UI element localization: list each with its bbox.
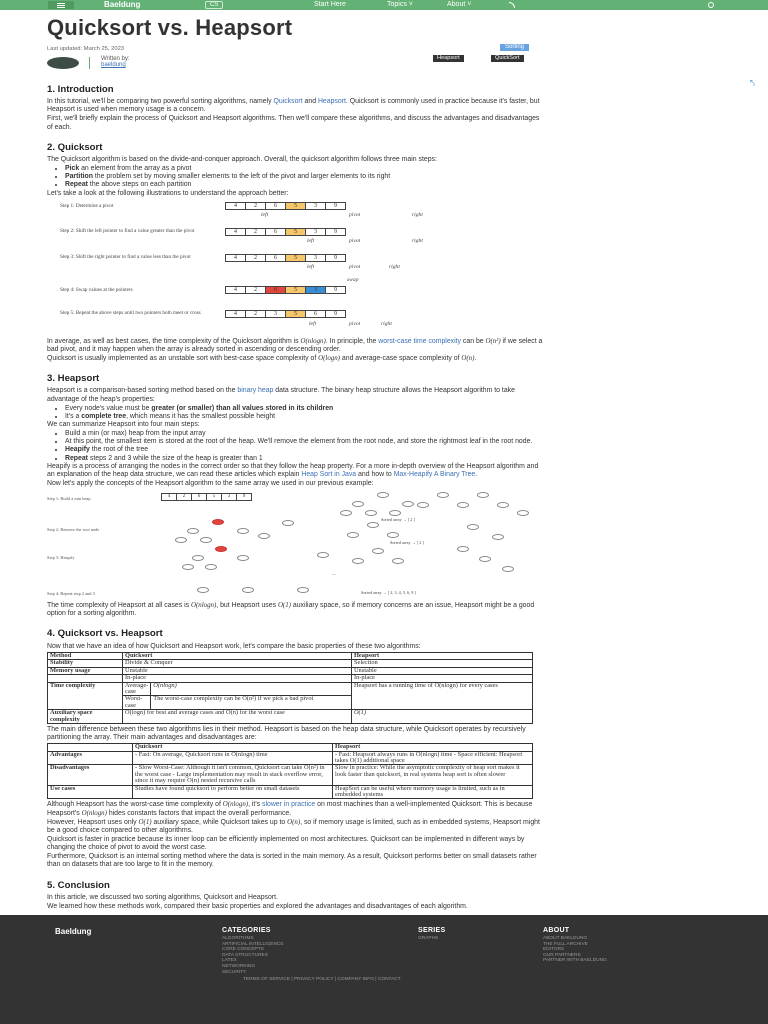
heap-node [282, 520, 294, 526]
array-cell: 6 [305, 310, 326, 318]
array-cell: 6 [191, 493, 207, 501]
quicksort-link[interactable]: Quicksort [273, 98, 303, 106]
heap-node [392, 558, 404, 564]
intro-paragraph: In this tutorial, we'll be comparing two powerful sorting algorithms, namely Quicksort and Heapsort. Quicksort is commonly used in practice because it's faster, but Heapsort is used when memory usage is a concern. [47, 98, 540, 114]
pivot-label: pivot [349, 211, 361, 218]
max-heapify-link[interactable]: Max-Heapify A Binary Tree [393, 470, 476, 478]
site-logo[interactable]: Baeldung [104, 0, 141, 9]
array-row [225, 254, 345, 262]
heap-node [365, 510, 377, 516]
list-item: • Every node's value must be greater (or smaller) than all values stored in its children [65, 405, 547, 413]
array-cell: 5 [285, 286, 306, 294]
array-cell: 4 [225, 254, 246, 262]
left-pointer-label: left [309, 320, 317, 327]
quicksort-paragraph: In average, as well as best cases, the time complexity of the Quicksort algorithm is O(nlogn). In principle, the worst-case time complexity can be O(n²) if we select a bad pivot, and it may happen when the array is already sorted in ascending or descending order. [47, 337, 543, 353]
heap-node [192, 555, 204, 561]
array-cell: 4 [225, 310, 246, 318]
heap-node [387, 532, 399, 538]
menu-line [57, 5, 65, 6]
author-link[interactable]: baeldung [101, 61, 126, 68]
heap-node-removed [215, 546, 227, 552]
list-item: • At this point, the smallest item is stored at the root of the heap. We'll remove the element from the root node, and store the rightmost leaf in the root node. [65, 438, 547, 446]
written-by-label: Written by: [101, 55, 130, 62]
table-cell: In-place [123, 675, 352, 682]
step-label: Step 3: Shift the right pointer to find a value less than the pivot [60, 253, 191, 260]
right-pointer-label: right [412, 237, 423, 244]
heap-node [517, 510, 529, 516]
heapsort-paragraph: We can summarize Heapsort into four main steps: [47, 421, 200, 429]
heap-node [187, 528, 199, 534]
array-cell: 9 [325, 202, 346, 210]
array-cell: 2 [176, 493, 192, 501]
nav-start-here[interactable]: Start Here [314, 1, 346, 8]
site-footer [0, 915, 768, 1024]
heap-node [502, 566, 514, 572]
section-heading-quicksort: 2. Quicksort [47, 141, 103, 153]
table-header: Heapsort [351, 652, 532, 659]
heap-step-label: Step 4: Repeat step 2 and 3 [47, 591, 95, 597]
top-nav-bar [0, 0, 768, 10]
rss-icon[interactable] [509, 2, 515, 8]
tag-sorting[interactable]: Sorting [500, 44, 529, 51]
pivot-label: pivot [349, 320, 361, 327]
array-cell: 9 [325, 286, 346, 294]
array-cell: 4 [225, 202, 246, 210]
heap-node [297, 587, 309, 593]
array-cell: 5 [206, 493, 222, 501]
section-heading-introduction: 1. Introduction [47, 83, 114, 95]
heap-node [377, 492, 389, 498]
nav-about[interactable]: About ˅ [447, 1, 472, 8]
array-cell: 9 [236, 493, 252, 501]
table-cell: - Fast: On average, Quicksort runs in O(nlogn) time [133, 751, 333, 765]
pivot-label: pivot [349, 263, 361, 270]
left-pointer-label: left [261, 211, 269, 218]
article [47, 16, 547, 925]
array-cell: 3 [305, 286, 326, 294]
heap-node [492, 534, 504, 540]
footer-link[interactable]: EDITORS [543, 947, 565, 953]
list-item: • Heapify the root of the tree [65, 446, 547, 454]
list-item: • Repeat steps 2 and 3 while the size of the heap is greater than 1 [65, 455, 547, 463]
footer-series-list [418, 936, 438, 942]
step-label: Step 5: Repeat the above steps until two pointers both meet or cross [60, 309, 201, 316]
step-label: Step 4: Swap values at the pointers [60, 286, 133, 293]
conclusion-paragraph: In this article, we discussed two sorting algorithms, Quicksort and Heapsort. [47, 893, 278, 901]
table-cell: Time complexity [48, 682, 123, 710]
comparison-paragraph: Quicksort is faster in practice because its inner loop can be efficiently implemented on most architectures. Quicksort can be implemented in different ways by changing the choice of pivot to avoid the worst case. [47, 836, 525, 852]
table-cell: In-place [351, 675, 532, 682]
heap-node [352, 558, 364, 564]
list-item: • Repeat the above steps on each partition [65, 181, 547, 189]
array-cell: 5 [285, 228, 306, 236]
footer-link[interactable]: THE FULL ARCHIVE [543, 941, 588, 947]
binary-heap-link[interactable]: binary heap [237, 387, 274, 395]
footer-link[interactable]: CORE CONCEPTS [222, 947, 264, 953]
table-header-row [48, 744, 533, 751]
footer-link[interactable]: ALGORITHMS [222, 936, 254, 941]
tag-quicksort[interactable]: QuickSort [491, 55, 524, 62]
conclusion-paragraph: We learned how these methods work, compared their basic properties and explored the advantages and disadvantages of each algorithm. [47, 903, 468, 911]
share-arrow-icon[interactable]: ⤣ [750, 78, 756, 88]
array-cell: 3 [265, 310, 286, 318]
array-cell: 3 [305, 254, 326, 262]
sorted-array-label: Sorted array → [ 2 ] [390, 540, 424, 546]
comparison-paragraph: However, Heapsort uses only O(1) auxiliary space, while Quicksort takes up to O(n), so if memory usage is limited, such as in embedded systems, Heapsort might be a good choice compared to other algorithms. [47, 818, 540, 834]
heap-node [258, 533, 270, 539]
footer-legal-links[interactable]: TERMS OF SERVICE | PRIVACY POLICY | COMPANY INFO | CONTACT [243, 977, 401, 982]
array-cell: 5 [285, 202, 306, 210]
pivot-label: pivot [349, 237, 361, 244]
table-cell: Selection [351, 660, 532, 667]
footer-about-heading: ABOUT [543, 927, 570, 934]
footer-categories-list [222, 936, 284, 975]
menu-line [57, 7, 65, 8]
array-cell: 5 [285, 310, 306, 318]
heap-node [372, 548, 384, 554]
table-header: Method [48, 652, 123, 659]
list-item: • It's a complete tree, which means it has the smallest possible height [65, 413, 547, 421]
heap-node [340, 510, 352, 516]
step-label: Step 1: Determine a pivot [60, 202, 114, 209]
section-heading-conclusion: 5. Conclusion [47, 879, 110, 891]
footer-logo[interactable]: Baeldung [55, 927, 92, 936]
footer-link[interactable]: SECURITY [222, 969, 247, 975]
ellipsis: ... [332, 572, 336, 578]
heap-node [457, 546, 469, 552]
heap-node [367, 522, 379, 528]
heap-node [197, 587, 209, 593]
footer-link[interactable]: OUR PARTNERS [543, 952, 581, 958]
quicksort-paragraph: The Quicksort algorithm is based on the divide-and-conquer approach. Overall, the quicksort algorithm follows three main steps: [47, 156, 437, 164]
avatar [47, 57, 79, 69]
heap-node [242, 587, 254, 593]
pros-cons-table [47, 743, 533, 799]
heap-node [437, 492, 449, 498]
table-cell: Memory usage [48, 667, 123, 674]
heapsort-paragraph: Heapsort is a comparison-based sorting method based on the binary heap data structure. The binary heap structure allows the Heapsort algorithm to take advantage of the heap's properties: [47, 387, 515, 403]
intro-paragraph: First, we'll briefly explain the process of Quicksort and Heapsort algorithms. Then we'll compare these algorithms, and discuss the advantages and disadvantages of each. [47, 115, 540, 131]
heapsort-link[interactable]: Heapsort [317, 98, 346, 106]
heap-node [175, 537, 187, 543]
array-cell: 6 [265, 202, 286, 210]
array-cell: 4 [161, 493, 177, 501]
left-pointer-label: left [307, 237, 315, 244]
last-updated: Last updated: March 25, 2023 [47, 46, 125, 52]
table-cell: Unstable [351, 667, 532, 674]
heap-step-label: Step 2: Remove the root node [47, 527, 100, 533]
footer-link[interactable]: ABOUT BAELDUNG [543, 936, 588, 941]
array-cell: 2 [245, 202, 266, 210]
table-cell: - Fast: Heapsort always runs in O(nlogn) time - Space efficient: Heapsort takes O(1) additional space [333, 751, 533, 765]
array-cell: 3 [305, 202, 326, 210]
table-row [48, 675, 533, 682]
array-cell: 2 [245, 254, 266, 262]
footer-series-heading: SERIES [418, 927, 446, 934]
heap-node [347, 532, 359, 538]
table-cell: - Slow Worst-Case: Although it isn't common, Quicksort can take O(n²) in the worst case - Large implementation may result in stack overflow error, since it may require O(n) nested recursive calls [133, 765, 333, 785]
cs-badge[interactable]: CS [205, 1, 223, 9]
table-cell: O(logn) for best and average cases and O(n) for the worst case [123, 710, 352, 724]
nav-topics[interactable]: Topics ˅ [387, 1, 413, 8]
list-item: • Build a min (or max) heap from the input array [65, 430, 547, 438]
array-cell: 9 [325, 228, 346, 236]
table-header: Quicksort [123, 652, 352, 659]
quicksort-paragraph: Quicksort is usually implemented as an unstable sort with best-case space complexity of O(logn) and average-case space complexity of O(n). [47, 355, 477, 362]
footer-link[interactable]: GRAPHS [418, 936, 439, 941]
table-cell: O(1) [351, 710, 532, 724]
quicksort-steps-list [65, 165, 547, 189]
comparison-paragraph: The main difference between these two algorithms lies in their method. Heapsort is based on the heap data structure, while Quicksort operates by recursively partitioning the array. Their main advantages and disadvantages are: [47, 725, 526, 742]
heapsort-steps-list [65, 430, 547, 463]
table-cell: Worst-case [123, 696, 151, 710]
table-cell: Disadvantages [48, 765, 133, 785]
comparison-paragraph: Although Heapsort has the worst-case time complexity of O(nlogn), it's slower in practice on most machines than a well-implemented Quicksort. This is because Heapsort's O(nlogn) hides constants factors that impact the overall performance. [47, 801, 533, 817]
table-row [48, 667, 533, 674]
sorted-array-label: Sorted array → [ 2 ] [381, 517, 415, 523]
table-row [48, 660, 533, 667]
heap-node [200, 537, 212, 543]
heap-node [479, 556, 491, 562]
divider [89, 57, 90, 69]
list-item: • Pick an element from the array as a pivot [65, 165, 547, 173]
array-row [161, 493, 251, 501]
array-cell: 5 [285, 254, 306, 262]
table-cell: Heapsort has a running time of O(nlogn) for every cases [351, 682, 532, 710]
left-pointer-label: left [307, 263, 315, 270]
heap-node [457, 502, 469, 508]
table-cell: Use cases [48, 785, 133, 799]
table-cell: Advantages [48, 751, 133, 765]
table-header: Quicksort [133, 744, 333, 751]
hamburger-menu-button[interactable] [48, 1, 74, 9]
comparison-paragraph: Furthermore, Quicksort is an internal sorting method where the data is sorted in the main memory. As a result, Quicksort performs better on small datasets rather than on datasets that are too large to fit in the memory. [47, 853, 537, 869]
array-row [225, 310, 345, 318]
array-cell: 9 [325, 310, 346, 318]
section-heading-heapsort: 3. Heapsort [47, 373, 100, 385]
heap-node [237, 555, 249, 561]
table-cell: O(nlogn) [151, 682, 352, 696]
table-row [48, 751, 533, 765]
table-cell: Slow in practice: While the asymptotic complexity of heap sort makes it look faster than quicksort, in real systems heap sort is often slower [333, 765, 533, 785]
footer-categories-heading: CATEGORIES [222, 927, 271, 934]
worst-case-link[interactable]: worst-case time complexity [378, 337, 461, 345]
quicksort-paragraph: Let's take a look at the following illustrations to understand the approach better: [47, 189, 289, 197]
table-row [48, 765, 533, 785]
slower-in-practice-link[interactable]: slower in practice [262, 801, 316, 809]
heapsort-paragraph: Now let's apply the concepts of the Heapsort algorithm to the same array we used in our previous example: [47, 480, 374, 487]
search-icon[interactable] [708, 2, 714, 8]
footer-link[interactable]: DATA STRUCTURES [222, 952, 268, 958]
step-label: Step 2: Shift the left pointer to find a value greater than the pivot [60, 227, 195, 234]
tag-heapsort[interactable]: Heapsort [433, 55, 464, 62]
array-row [225, 228, 345, 236]
heap-node [467, 524, 479, 530]
heapsort-paragraph: Heapify is a process of arranging the nodes in the correct order so that they follow the heap property. For a more in-depth overview of the Heapsort algorithm and an explanation of the heap data structure, we can read these articles which explain Heap Sort in Java and how to Max-Heapify A Binary Tree. [47, 462, 539, 478]
heapsort-paragraph: The time complexity of Heapsort at all cases is O(nlogn), but Heapsort uses O(1) auxiliary space, so if memory concerns are an issue, Heapsort might be a good option for a sorting algorithm. [47, 602, 535, 618]
table-cell: Studies have found quicksort to perform better on small datasets [133, 785, 333, 799]
heap-node [389, 510, 401, 516]
table-cell [48, 675, 123, 682]
table-cell: HeapSort can be useful where memory usage is limited, such as in embedded systems [333, 785, 533, 799]
comparison-paragraph: Now that we have an idea of how Quicksort and Heapsort work, let's compare the basic properties of these two algorithms: [47, 642, 421, 650]
array-cell: 2 [245, 310, 266, 318]
heap-node-removed [212, 519, 224, 525]
swap-label: swap [347, 276, 359, 283]
table-header [48, 744, 133, 751]
array-cell: 3 [305, 228, 326, 236]
quicksort-illustration [47, 200, 547, 338]
right-pointer-label: right [389, 263, 400, 270]
list-item: • Partition the problem set by moving smaller elements to the left of the pivot and larger elements to its right [65, 173, 547, 181]
table-row [48, 710, 533, 724]
table-header-row [48, 652, 533, 659]
heap-node [477, 492, 489, 498]
table-cell: Divide & Conquer [123, 660, 352, 667]
footer-link[interactable]: NETWORKING [222, 963, 256, 969]
heap-node [205, 564, 217, 570]
heap-node [417, 502, 429, 508]
array-cell: 2 [245, 228, 266, 236]
table-cell: Stability [48, 660, 123, 667]
table-cell: Auxiliary space complexity [48, 710, 123, 724]
menu-line [57, 3, 65, 4]
array-cell: 6 [265, 286, 286, 294]
array-cell: 6 [265, 254, 286, 262]
footer-link[interactable]: LATEX [222, 958, 237, 964]
array-cell: 4 [225, 228, 246, 236]
right-pointer-label: right [381, 320, 392, 327]
array-cell: 9 [325, 254, 346, 262]
footer-link[interactable]: ARTIFICIAL INTELLIGENCE [222, 941, 284, 947]
table-header: Heapsort [333, 744, 533, 751]
heap-properties-list [65, 405, 547, 421]
table-cell: Average-case [123, 682, 151, 696]
sorted-array-label: Sorted array → [ 2, 3, 4, 5, 6, 9 ] [361, 590, 416, 596]
array-cell: 3 [221, 493, 237, 501]
array-cell: 4 [225, 286, 246, 294]
heap-node [182, 564, 194, 570]
heap-node [352, 501, 364, 507]
table-row [48, 682, 533, 696]
section-heading-comparison: 4. Quicksort vs. Heapsort [47, 628, 163, 640]
footer-link[interactable]: PARTNER WITH BAELDUNG [543, 958, 607, 964]
properties-table [47, 652, 533, 724]
table-cell: The worst-case complexity can be O(n²) if we pick a bad pivot [151, 696, 352, 710]
array-cell: 2 [245, 286, 266, 294]
heap-node [402, 501, 414, 507]
table-row [48, 785, 533, 799]
footer-about-list [543, 936, 607, 964]
heap-step-label: Step 1: Build a min heap [47, 496, 91, 502]
heapsort-illustration [47, 490, 547, 602]
heap-node [237, 528, 249, 534]
heap-step-label: Step 3: Heapify [47, 555, 75, 561]
heap-node [497, 502, 509, 508]
heap-sort-java-link[interactable]: Heap Sort in Java [301, 470, 357, 478]
array-row [225, 202, 345, 210]
page-title: Quicksort vs. Heapsort [47, 15, 293, 40]
array-row [225, 286, 345, 294]
right-pointer-label: right [412, 211, 423, 218]
table-cell: Unstable [123, 667, 352, 674]
array-cell: 6 [265, 228, 286, 236]
heap-node [317, 552, 329, 558]
